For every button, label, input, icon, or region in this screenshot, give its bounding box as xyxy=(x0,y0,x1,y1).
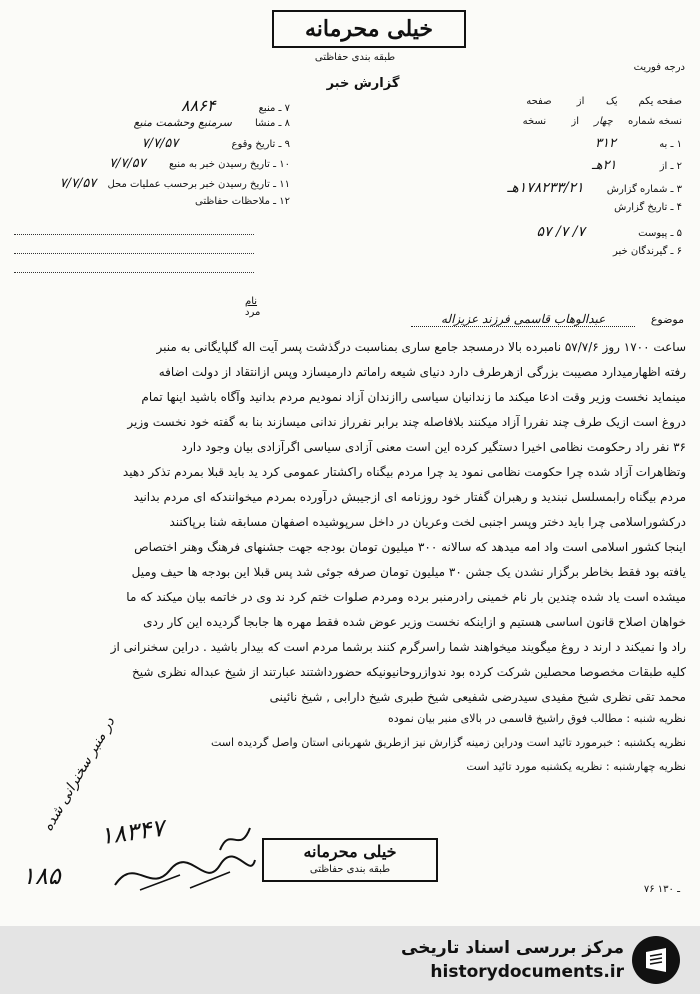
field-end: نسخه xyxy=(522,116,547,127)
analysis-line: نظریه چهارشنبه : نظریه یکشنبه مورد تائید است xyxy=(466,760,686,773)
report-title: گزارش خبر xyxy=(326,76,400,91)
body-line: کلیه طبقات مخصوصا محصلین شرکت کرده بود ندوازروحانیونیکه حضورداشتند عبارتند از شیخ عبداله نظری شیخ xyxy=(132,665,686,679)
body-line: راد وا نمیکند د ارند د روغ میگویند میخواهند شما راسرگرم کنند برشما مردم است که بیدار باشید . دراین سخنرانی از xyxy=(110,640,686,654)
subject-label: موضوع xyxy=(650,313,684,326)
body-line: درکشوراسلامی چرا باید دختر وپسر اجنبی لخت وعریان در داخل سرپوشیده اصفهان مسابقه شنا برپاکنند xyxy=(169,515,686,529)
field-label: صفحه یکم xyxy=(638,96,682,107)
field-label: ۷ ـ منبع xyxy=(258,103,290,114)
body-line: ساعت ۱۷۰۰ روز ۵۷/۷/۶ نامبرده بالا درمسجد جامع ساری بمناسبت درگذشت پسر آیت اله گلپایگانی به منبر xyxy=(156,340,686,354)
body-line: اینجا کشور اسلامی است واد امه میدهد که سالانه ۳۰۰ میلیون تومان بودجه جهت جشنهای فرهنگ وهنر اختصاص xyxy=(134,540,686,554)
field-copy xyxy=(420,116,682,136)
field-value: ۱۷۸۲۳۳/۲۱هـ xyxy=(507,180,584,196)
dotted-line xyxy=(14,254,254,273)
field-value: ۷/۷/۵۷ xyxy=(141,136,179,151)
field-to xyxy=(420,136,682,158)
field-report-number xyxy=(420,180,682,202)
field-origin xyxy=(14,116,290,136)
field-label: ۱ ـ به xyxy=(659,139,682,150)
footer-bar xyxy=(0,926,700,994)
form-code: ۷۶ ـ ۱۳۰ xyxy=(643,884,680,895)
field-occurrence-date xyxy=(14,136,290,156)
body-line: خواهان اصلاح قانون اساسی هستیم و ازاینکه نخست وزیر عوض شده فقط مهره ها جابجا گردیده این کار ردی xyxy=(143,615,686,629)
field-label: ۹ ـ تاریخ وقوع xyxy=(231,139,290,150)
handwritten-note: در منبر سخنرانی شده xyxy=(40,714,119,834)
body-line: یافته بود فقط بخاطر برگزار نشدن یک جشن ۳۰ میلیون تومان صرفه جوئی شد پس قبلا این بودجه ها حیف ومیل xyxy=(131,565,686,579)
body-line: محمد تقی نظری شیخ مفیدی سیدرضی شفیعی شیخ طبری شیخ دارابی , شیخ نائینی xyxy=(269,690,686,704)
footer-title: مرکز بررسی اسناد تاریخی xyxy=(401,938,624,958)
body-line: میشده است یاد شده چندین بار نام خمینی رادرمنبر برده ومردم صلوات ختم کرد ند وی در خاتمه بیان میکند که ما xyxy=(126,590,686,604)
archive-logo-icon xyxy=(632,936,680,984)
field-label: ۸ ـ منشا xyxy=(254,118,290,129)
field-value: ۷/ ۷/ ۵۷ xyxy=(536,224,585,240)
bottom-classification-stamp xyxy=(262,838,438,882)
fields-right xyxy=(420,96,682,268)
body-line: مینماید نخست وزیر وقت ادعا میکند ما زندانیان سیاسی راازندان آزاد نمودیم مردم بدانید وآگاه باشید اینها تمام xyxy=(141,390,686,404)
field-security-notes xyxy=(14,196,290,216)
field-value: ۸۸۶۴ xyxy=(181,96,216,115)
top-classification-stamp: خیلی محرمانه xyxy=(272,10,466,48)
field-from xyxy=(420,158,682,180)
field-mid: از xyxy=(576,96,585,107)
field-label: نسخه شماره xyxy=(628,116,682,127)
classification-note: طبقه بندی حفاظتی xyxy=(314,52,396,63)
bottom-stamp-text: خیلی محرمانه xyxy=(303,842,397,861)
field-label: ۱۰ ـ تاریخ رسیدن خبر به منبع xyxy=(168,159,290,170)
field-value: سرمنبع وحشمت منبع xyxy=(133,116,232,129)
body-line: ۳۶ نفر راد رحکومت نظامی اخیرا دستگیر کرده این است معنی آزادی سیاسی اگرآزادی بیان وجود دارد xyxy=(181,440,686,454)
footer-url[interactable]: historydocuments.ir xyxy=(430,962,624,982)
field-source xyxy=(14,96,290,116)
report-body xyxy=(14,340,686,715)
side-mark-2: مرد xyxy=(245,307,261,318)
field-value: چهار xyxy=(594,116,613,127)
field-operations-date xyxy=(14,176,290,196)
field-label: ۴ ـ تاریخ گزارش xyxy=(614,202,682,213)
field-label: ۲ ـ از xyxy=(659,161,682,172)
dotted-line xyxy=(14,216,254,235)
field-attachment xyxy=(420,224,682,246)
handwritten-number: ۱۸۳۴۷ xyxy=(98,813,167,851)
bottom-stamp-note: طبقه بندی حفاظتی xyxy=(309,864,391,875)
priority-label: درجه فوریت xyxy=(633,62,685,73)
field-value: ۷/۷/۵۷ xyxy=(109,156,146,171)
subject-value: عبدالوهاب قاسمی فرزند عزیزاله xyxy=(411,312,635,327)
field-recipients xyxy=(420,246,682,268)
field-label: ۱۱ ـ تاریخ رسیدن خبر برحسب عملیات محل xyxy=(107,179,290,190)
dotted-line xyxy=(14,235,254,254)
body-line: وتظاهرات آزاد شده چرا حکومت نظامی نمود ید چرا مردم بیگناه راکشتار عمومی کرد ید باید قبلا بمردم تذکر دهید xyxy=(122,465,686,479)
field-label: ۶ ـ گیرندگان خبر xyxy=(612,246,682,257)
body-line: دروغ است ازیک طرف چند نفررا آزاد میکنند بلافاصله چند برابر نفرراز ندانی میسازند بنا به گفته خود نخست وزیر xyxy=(127,415,686,429)
handwritten-code: ۱۸۵ xyxy=(22,862,61,890)
field-source-date xyxy=(14,156,290,176)
field-mid: از xyxy=(571,116,579,127)
body-line: رفته اظهارمیدارد مصیبت بزرگی ازهرطرف دارد دنیای شیعه راماتم دارمیسازد وپس ازانتقاد از دولت اضافه xyxy=(158,365,686,379)
field-value: یک xyxy=(605,96,618,107)
body-line: مردم بیگناه رابمسلسل نبندید و رهبران گفتار خود روزنامه ای ازجیبش درآورده بمردم میخوانندکه ای مردم بدانید xyxy=(133,490,686,504)
field-label: ۵ ـ پیوست xyxy=(638,228,682,239)
side-mark-1: نام xyxy=(245,296,258,307)
field-label: ۱۲ ـ ملاحظات حفاظتی xyxy=(195,196,290,207)
initials-scribble xyxy=(215,820,255,860)
subject-side-mark xyxy=(245,296,260,318)
archive-logo-glyph xyxy=(632,936,680,984)
analysis-line: نظریه یکشنبه : خبرمورد تائید است ودراین زمینه گزارش نیز ازطریق شهربانی استان واصل گردیده است xyxy=(210,736,686,749)
analysis-line: نظریه شنبه : مطالب فوق راشیخ قاسمی در بالای منبر بیان نموده xyxy=(388,712,686,725)
field-end: صفحه xyxy=(526,96,552,107)
field-label: ۳ ـ شماره گزارش xyxy=(606,184,682,195)
field-value: ۳۱۲ xyxy=(595,136,616,151)
subject-row xyxy=(230,312,684,326)
fields-left xyxy=(14,96,290,273)
field-value: ۷/۷/۵۷ xyxy=(59,176,97,191)
field-report-date xyxy=(420,202,682,224)
field-page xyxy=(420,96,682,116)
field-value: ۲۱هـ xyxy=(591,158,617,173)
